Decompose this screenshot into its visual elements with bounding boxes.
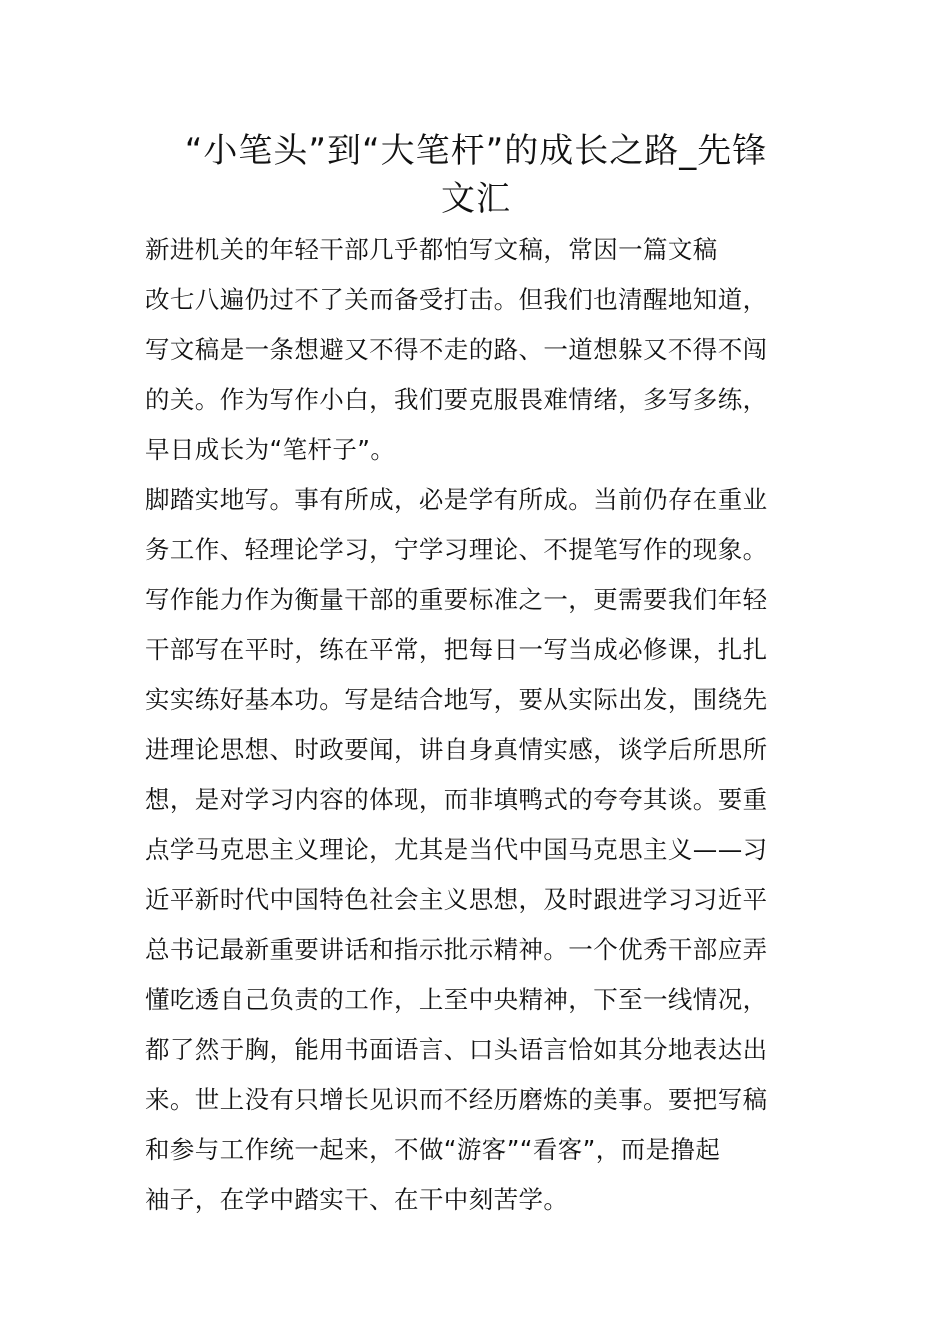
body-line: 务工作、轻理论学习，宁学习理论、不提笔写作的现象。 xyxy=(145,535,768,564)
body-line: 的关。作为写作小白，我们要克服畏难情绪，多写多练， xyxy=(145,385,768,414)
body-line: 写文稿是一条想避又不得不走的路、一道想躲又不得不闯 xyxy=(145,335,768,364)
body-line: 干部写在平时，练在平常，把每日一写当成必修课，扎扎 xyxy=(145,635,768,664)
body-line: 总书记最新重要讲话和指示批示精神。一个优秀干部应弄 xyxy=(145,935,768,964)
body-line: 来。世上没有只增长见识而不经历磨炼的美事。要把写稿 xyxy=(145,1085,768,1114)
body-line: 近平新时代中国特色社会主义思想，及时跟进学习习近平 xyxy=(145,885,768,914)
body-line: 改七八遍仍过不了关而备受打击。但我们也清醒地知道， xyxy=(145,285,768,314)
body-line: 实实练好基本功。写是结合地写，要从实际出发，围绕先 xyxy=(145,685,768,714)
document-title-line-1: “小笔头”到“大笔杆”的成长之路_先锋 xyxy=(184,131,768,171)
body-line: 和参与工作统一起来，不做“游客”“看客”，而是撸起 xyxy=(145,1135,721,1164)
body-line: 脚踏实地写。事有所成，必是学有所成。当前仍存在重业 xyxy=(145,485,768,514)
body-line: 写作能力作为衡量干部的重要标准之一，更需要我们年轻 xyxy=(145,585,768,614)
body-line: 想，是对学习内容的体现，而非填鸭式的夸夸其谈。要重 xyxy=(145,785,768,814)
body-line: 进理论思想、时政要闻，讲自身真情实感，谈学后所思所 xyxy=(145,735,768,764)
body-line: 新进机关的年轻干部几乎都怕写文稿，常因一篇文稿 xyxy=(145,235,718,264)
body-line: 袖子，在学中踏实干、在干中刻苦学。 xyxy=(145,1185,569,1214)
body-line: 点学马克思主义理论，尤其是当代中国马克思主义——习 xyxy=(145,835,768,864)
document-title-line-2: 文汇 xyxy=(441,179,511,219)
body-line: 都了然于胸，能用书面语言、口头语言恰如其分地表达出 xyxy=(145,1035,768,1064)
body-line: 懂吃透自己负责的工作，上至中央精神，下至一线情况， xyxy=(145,985,768,1014)
body-line: 早日成长为“笔杆子”。 xyxy=(145,435,396,464)
